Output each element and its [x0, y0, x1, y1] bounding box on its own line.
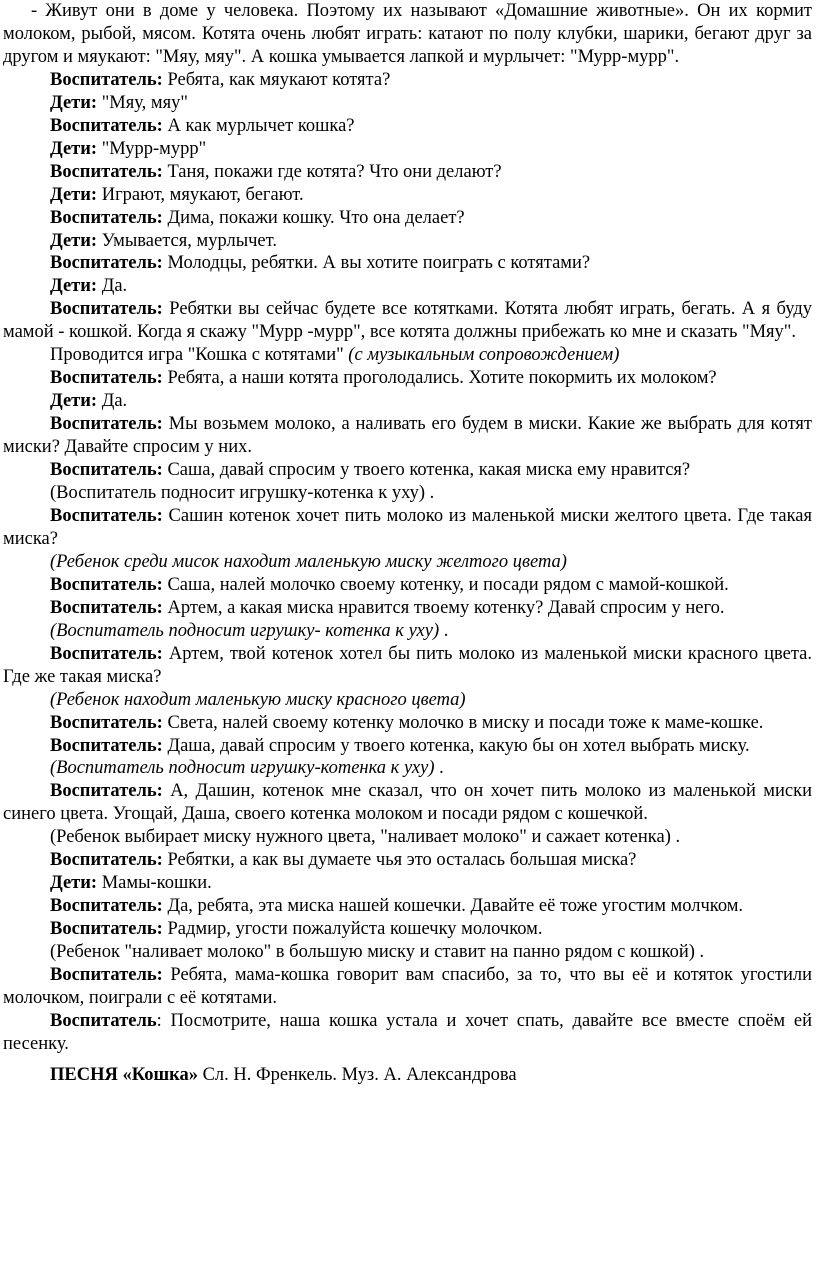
speaker-label: Воспитатель: [50, 919, 163, 940]
speaker-label: Дети: [50, 873, 98, 894]
dialogue-line: Воспитатель: А как мурлычет кошка? [50, 115, 355, 136]
dialogue-line: Воспитатель: Саша, налей молочко своему котенку, и посади рядом с мамой-кошкой. [50, 574, 729, 595]
speaker-label: Воспитатель: [50, 368, 163, 389]
dialogue-line: Дети: Мамы-кошки. [50, 873, 212, 894]
dialogue-line: Воспитатель: Да, ребята, эта миска нашей кошечки. Давайте её тоже угостим молчком. [50, 896, 744, 917]
dialogue-line: Дети: Играют, мяукают, бегают. [50, 184, 304, 205]
speaker-label: Воспитатель: [50, 735, 163, 756]
speaker-label: Воспитатель: [50, 712, 163, 733]
dialogue-line: Дети: "Мурр-мурр" [50, 138, 207, 159]
speaker-label: Воспитатель: [50, 965, 163, 986]
speaker-label: Воспитатель: [50, 69, 163, 90]
intro-paragraph: - Живут они в доме у человека. Поэтому их называют «Домашние животные». Он их кормит молоком, рыбой, мясом. Котята очень любят играть: катают по полу клубки, шарики, бегают друг за другом и мяукают: "Мяу, мяу". А кошка умывается лапкой и мурлычет: "Мурр-мурр". [3, 1, 812, 67]
dialogue-line: Воспитатель: Артем, твой котенок хотел бы пить молоко из маленькой миски красного цвета. Где же такая миска? [3, 643, 812, 687]
dialogue-line: Воспитатель: Таня, покажи где котята? Что они делают? [50, 161, 502, 182]
stage-direction: Проводится игра "Кошка с котятами" (с музыкальным сопровождением) [50, 345, 620, 366]
dialogue-line: Воспитатель: Света, налей своему котенку молочко в миску и посади тоже к маме-кошке. [50, 712, 764, 733]
speaker-label: Воспитатель: [50, 207, 163, 228]
speaker-label: Воспитатель: [50, 414, 163, 435]
dialogue-line: Воспитатель: Ребятки, а как вы думаете чья это осталась большая миска? [50, 850, 637, 871]
stage-direction: (Воспитатель подносит игрушку-котенка к уху) . [50, 758, 444, 779]
song-credits: Сл. Н. Френкель. Муз. А. Александрова [202, 1064, 517, 1085]
speaker-label: Дети: [50, 391, 98, 412]
dialogue-line: Воспитатель: Дима, покажи кошку. Что она делает? [50, 207, 465, 228]
dialogue-line: Воспитатель: Мы возьмем молоко, а наливать его будем в миски. Какие же выбрать для котят миски? Давайте спросим у них. [3, 414, 813, 458]
speaker-label: Воспитатель: [50, 460, 163, 481]
song-title: ПЕСНЯ «Кошка» [50, 1064, 198, 1085]
speaker-label: Воспитатель: [50, 781, 163, 802]
dialogue-line: Воспитатель: Радмир, угости пожалуйста кошечку молочком. [50, 919, 543, 940]
dialogue-line: Воспитатель: Ребята, как мяукают котята? [50, 69, 391, 90]
speaker-label: Дети: [50, 230, 98, 251]
stage-direction: (Ребенок среди мисок находит маленькую миску желтого цвета) [50, 551, 567, 572]
stage-direction: (Ребенок находит маленькую миску красного цвета) [50, 689, 466, 710]
dialogue-line: Дети: Да. [50, 391, 128, 412]
dialogue-line: Дети: Умывается, мурлычет. [50, 230, 277, 251]
speaker-label: Воспитатель: [50, 896, 163, 917]
dialogue-line: Воспитатель: Даша, давай спросим у твоего котенка, какую бы он хотел выбрать миску. [50, 735, 750, 756]
dialogue-line: Воспитатель: Сашин котенок хочет пить молоко из маленькой миски желтого цвета. Где такая миска? [3, 505, 813, 549]
speaker-label: Воспитатель: [50, 643, 163, 664]
dialogue-line: Воспитатель: Посмотрите, наша кошка устала и хочет спать, давайте все вместе спoём ей песенку. [3, 1010, 812, 1054]
speaker-label: Воспитатель: [50, 115, 163, 136]
speaker-label: Воспитатель: [50, 299, 163, 320]
song-title-line [3, 1064, 812, 1087]
dialogue-line: Воспитатель: Саша, давай спросим у твоего котенка, какая миска ему нравится? [50, 460, 691, 481]
speaker-label: Воспитатель [50, 1010, 157, 1031]
speaker-label: Воспитатель: [50, 253, 163, 274]
dialogue-line: Воспитатель: Ребята, а наши котята проголодались. Хотите покормить их молоком? [50, 368, 717, 389]
stage-direction: (Воспитатель подносит игрушку-котенка к уху) . [50, 483, 435, 504]
speaker-label: Дети: [50, 276, 98, 297]
speaker-label: Воспитатель: [50, 505, 163, 526]
speaker-label: Воспитатель: [50, 850, 163, 871]
speaker-label: Дети: [50, 184, 98, 205]
dialogue-line: Дети: "Мяу, мяу" [50, 92, 188, 113]
stage-direction: (Ребенок "наливает молоко" в большую миску и ставит на панно рядом с кошкой) . [50, 942, 705, 963]
speaker-label: Воспитатель: [50, 597, 163, 618]
dialogue-line: Воспитатель: Ребятки вы сейчас будете все котятками. Котята любят играть, бегать. А я буду мамой - кошкой. Когда я скажу "Мурр -мурр", все котята должны прибежать ко мне и сказать "Мяу". [3, 299, 813, 343]
speaker-label: Дети: [50, 138, 98, 159]
stage-direction: (Ребенок выбирает миску нужного цвета, "наливает молоко" и сажает котенка) . [50, 827, 681, 848]
dialogue-line: Воспитатель: А, Дашин, котенок мне сказал, что он хочет пить молоко из маленькой миски синего цвета. Угощай, Даша, своего котенка молоком и посади рядом с кошечкой. [3, 781, 813, 825]
speaker-label: Дети: [50, 92, 98, 113]
stage-direction: (Воспитатель подносит игрушку- котенка к уху) . [50, 620, 449, 641]
speaker-label: Воспитатель: [50, 161, 163, 182]
dialogue-line: Воспитатель: Артем, а какая миска нравится твоему котенку? Давай спросим у него. [50, 597, 725, 618]
speaker-label: Воспитатель: [50, 574, 163, 595]
dialogue-line: Воспитатель: Ребята, мама-кошка говорит вам спасибо, за то, что вы её и котяток угостили молочком, поиграли с её котятами. [3, 965, 812, 1008]
dialogue-line: Дети: Да. [50, 276, 128, 297]
dialogue-line: Воспитатель: Молодцы, ребятки. А вы хотите поиграть с котятами? [50, 253, 591, 274]
